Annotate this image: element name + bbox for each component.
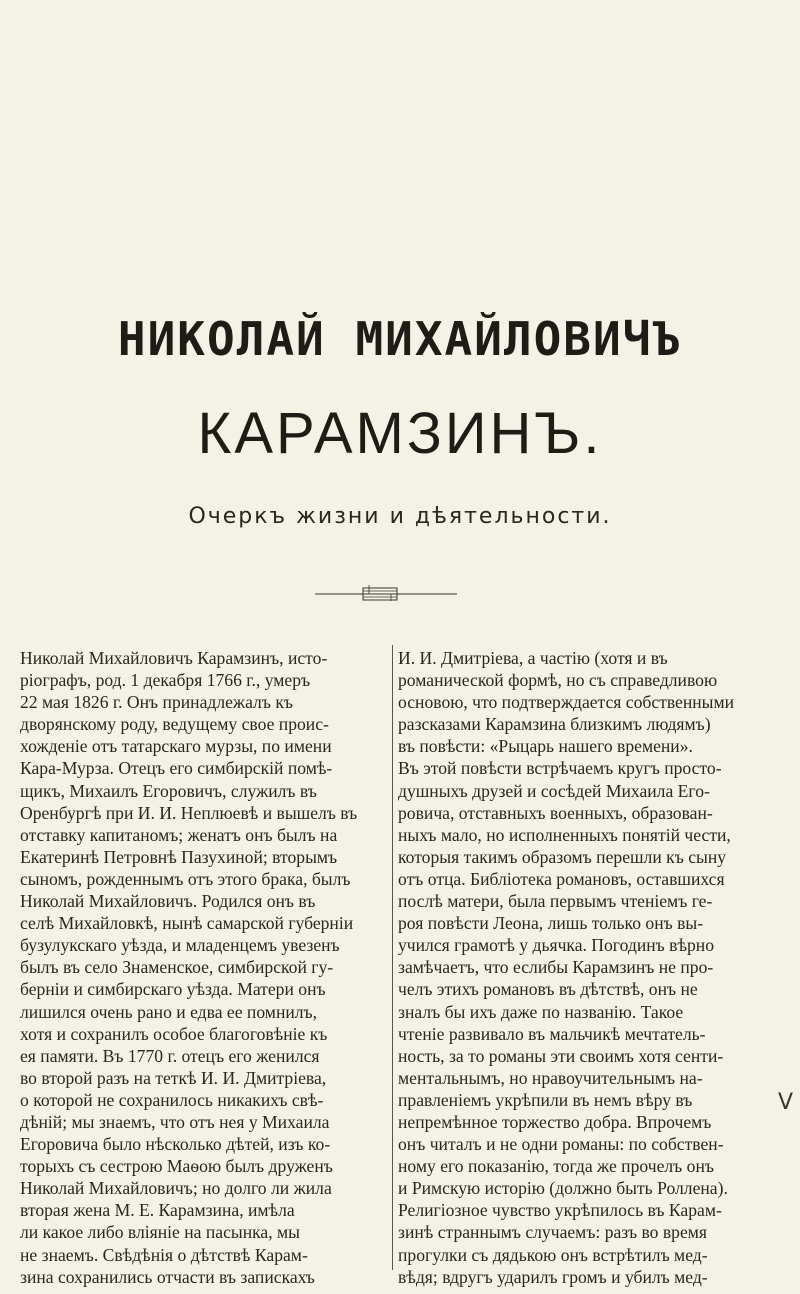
text-line: ныхъ мало, но исполненныхъ понятій чести, — [398, 824, 731, 845]
text-column-left — [20, 647, 385, 1288]
text-line: ея памяти. Въ 1770 г. отецъ его женился — [20, 1045, 320, 1066]
text-column-right — [398, 647, 768, 1288]
text-line: послѣ матери, была первымъ чтеніемъ ге- — [398, 891, 713, 912]
text-line: торыхъ съ сестрою Маѳою былъ друженъ — [20, 1156, 333, 1177]
text-line: основою, что подтверждается собственными — [398, 692, 735, 713]
text-line: замѣчаетъ, что еслибы Карамзинъ не про- — [398, 957, 714, 978]
text-line: отъ отца. Библіотека романовъ, оставшихся — [398, 868, 725, 889]
text-line: ность, за то романы эти своимъ хотя сенти- — [398, 1045, 724, 1066]
text-line: разсказами Карамзина близкимъ людямъ) — [398, 714, 711, 735]
text-line: Николай Михайловичъ; но долго ли жила — [20, 1178, 332, 1199]
text-line: въ повѣсти: «Рыцарь нашего времени». — [398, 736, 693, 757]
text-line: ровича, отставныхъ военныхъ, образован- — [398, 802, 713, 823]
text-line: ріографъ, род. 1 декабря 1766 г., умеръ — [20, 670, 311, 691]
text-line: И. И. Дмитріева, а частію (хотя и въ — [398, 648, 668, 668]
text-line: хожденіе отъ татарскаго мурзы, по имени — [20, 736, 332, 757]
text-line: Николай Михайловичъ Карамзинъ, исто- — [20, 648, 328, 668]
text-line: Егоровича было нѣсколько дѣтей, изъ ко- — [20, 1134, 331, 1155]
text-line: Екатеринѣ Петровнѣ Пазухиной; вторымъ — [20, 846, 338, 867]
text-line: чтеніе развивало въ мальчикѣ мечтатель- — [398, 1023, 706, 1044]
text-line: ментальнымъ, но нравоучительнымъ на- — [398, 1067, 703, 1088]
text-line: дворянскому роду, ведущему свое проис- — [20, 714, 329, 735]
text-line: зина сохранились отчасти въ запискахъ — [20, 1266, 315, 1287]
text-line: роя повѣсти Леона, лишь только онъ вы- — [398, 913, 704, 934]
text-line: романической формѣ, но съ справедливою — [398, 670, 718, 691]
text-line: душныхъ друзей и сосѣдей Михаила Его- — [398, 780, 710, 801]
text-line: учился грамотѣ у дьячка. Погодинъ вѣрно — [398, 935, 715, 956]
text-line: былъ въ село Знаменское, симбирской гу- — [20, 957, 334, 978]
text-line: вторая жена М. Е. Карамзина, имѣла — [20, 1200, 295, 1221]
text-line: селѣ Михайловкѣ, нынѣ самарской губерніи — [20, 913, 354, 934]
text-line: челъ этихъ романовъ въ дѣтствѣ, онъ не — [398, 979, 698, 1000]
text-line: во второй разъ на теткѣ И. И. Дмитріева, — [20, 1067, 327, 1088]
text-line: Оренбургѣ при И. И. Неплюевѣ и вышелъ въ — [20, 802, 358, 823]
text-line: зналъ бы ихъ даже по названію. Такое — [398, 1001, 684, 1022]
text-line: не знаемъ. Свѣдѣнія о дѣтствѣ Карам- — [20, 1244, 308, 1265]
margin-mark: V — [778, 1090, 794, 1115]
text-line: отставку капитаномъ; женатъ онъ былъ на — [20, 824, 338, 845]
text-line: ному его показанію, тогда же прочелъ онъ — [398, 1156, 714, 1177]
text-line: Кара-Мурза. Отецъ его симбирскій помѣ- — [20, 758, 333, 779]
title-first-name: НИКОЛАЙ МИХАЙЛОВИЧЪ — [117, 312, 683, 366]
text-line: 22 мая 1826 г. Онъ принадлежалъ къ — [20, 692, 293, 713]
text-line: Николай Михайловичъ. Родился онъ въ — [20, 891, 316, 912]
text-line: бузулукскаго уѣзда, и младенцемъ увезенъ — [20, 935, 340, 956]
text-line: Въ этой повѣсти встрѣчаемъ кругъ просто- — [398, 758, 722, 779]
text-line: вѣдя; вдругъ ударилъ громъ и убилъ мед- — [398, 1266, 708, 1287]
text-line: о которой не сохранилось никакихъ свѣ- — [20, 1089, 324, 1110]
text-line: зинѣ страннымъ случаемъ: разъ во время — [398, 1222, 707, 1243]
column-separator — [392, 645, 393, 1270]
text-line: сыномъ, рожденнымъ отъ этого брака, былъ — [20, 868, 351, 889]
text-line: которыя такимъ образомъ перешли къ сыну — [398, 846, 727, 867]
text-line: лишился очень рано и едва ее помнилъ, — [20, 1001, 318, 1022]
text-line: непремѣнное торжество добра. Впрочемъ — [398, 1111, 712, 1132]
text-line: дѣній; мы знаемъ, что отъ нея у Михаила — [20, 1111, 330, 1132]
ornamental-divider — [315, 584, 457, 602]
title-surname: КАРАМЗИНЪ. — [197, 401, 603, 466]
text-line: и Римскую исторію (должно быть Роллена). — [398, 1178, 728, 1199]
text-line: хотя и сохранилъ особое благоговѣніе къ — [20, 1023, 328, 1044]
text-line: Религіозное чувство укрѣпилось въ Карам- — [398, 1200, 722, 1221]
text-line: прогулки съ дядькою онъ встрѣтилъ мед- — [398, 1244, 708, 1265]
subtitle: Очеркъ жизни и дѣятельности. — [188, 504, 612, 529]
text-line: берніи и симбирскаго уѣзда. Матери онъ — [20, 979, 326, 1000]
text-line: щикъ, Михаилъ Егоровичъ, служилъ въ — [20, 780, 317, 801]
text-line: ли какое либо вліяніе на пасынка, мы — [20, 1222, 300, 1243]
text-line: правленіемъ укрѣпили въ немъ вѣру въ — [398, 1089, 693, 1110]
text-line: онъ читалъ и не одни романы: по собствен- — [398, 1134, 724, 1155]
